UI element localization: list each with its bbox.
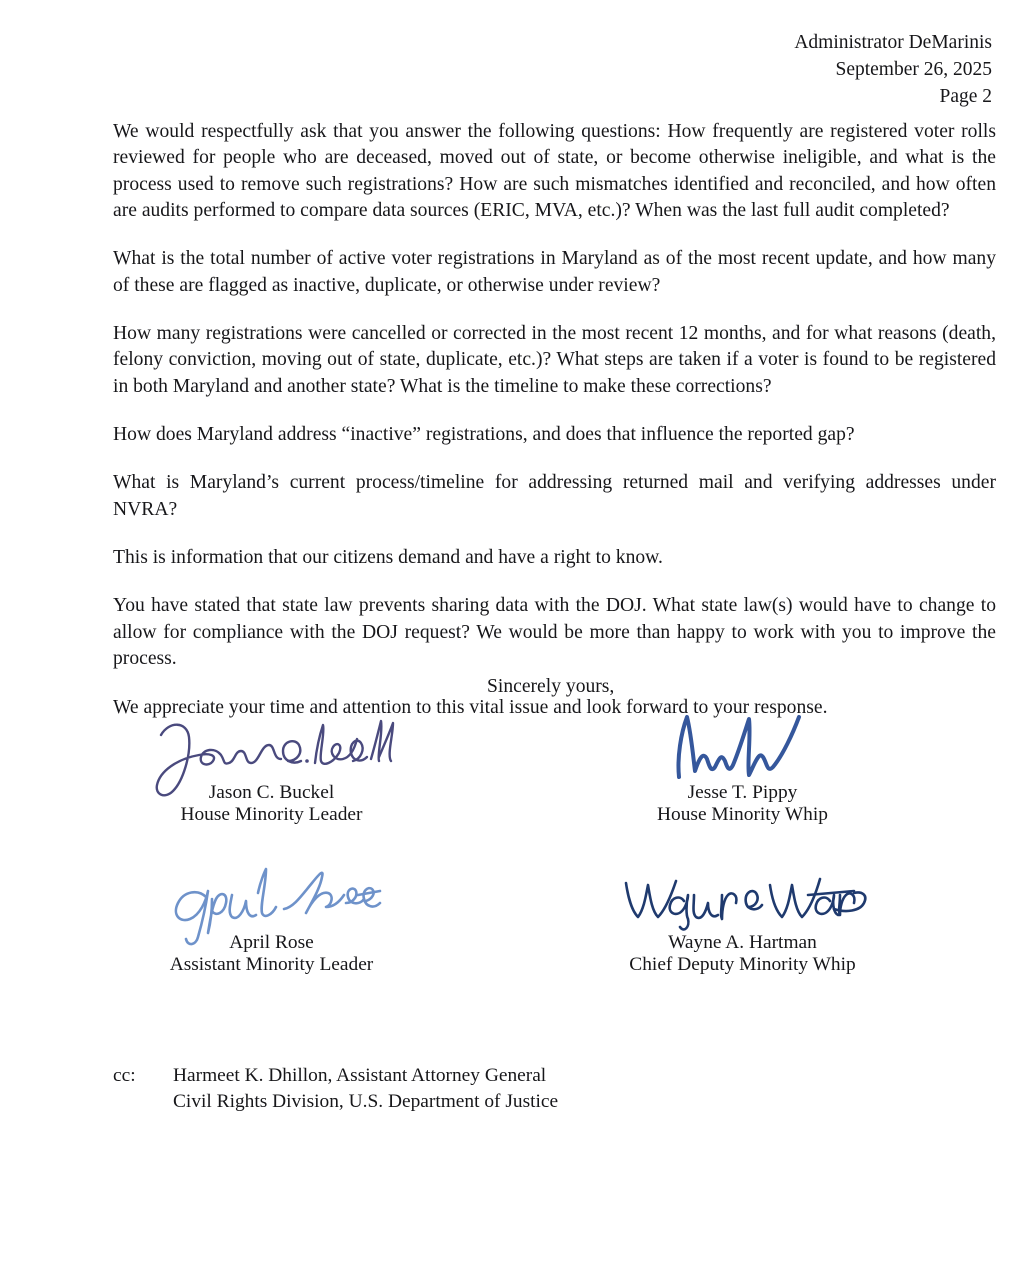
signature-ink-buckel	[36, 712, 507, 790]
signature-names-rose	[36, 932, 507, 975]
signature-name: Jason C. Buckel	[208, 782, 335, 803]
signature-grid	[36, 712, 978, 992]
signature-ink-rose	[36, 862, 507, 940]
cc-recipient-list	[173, 1063, 558, 1115]
header-recipient: Administrator DeMarinis	[794, 32, 992, 53]
signature-names-hartman	[507, 932, 978, 975]
page-header	[794, 30, 992, 111]
signature-name: April Rose	[229, 932, 314, 953]
body-paragraph: How many registrations were cancelled or corrected in the most recent 12 months, and for what reasons (death, felony conviction, moving out of state, duplicate, etc.)? What steps are taken if a voter is found to be registered in both Maryland and another state? What is the timeline to make these corrections?	[113, 323, 996, 397]
body-paragraph: What is the total number of active voter registrations in Maryland as of the most recent update, and how many of these are flagged as inactive, duplicate, or otherwise under review?	[113, 248, 996, 296]
body-paragraph: How does Maryland address “inactive” registrations, and does that influence the reported gap?	[113, 424, 855, 446]
header-date: September 26, 2025	[835, 58, 992, 80]
signature-name: Jesse T. Pippy	[687, 782, 798, 803]
cc-block	[113, 1063, 558, 1115]
signature-title: House Minority Leader	[180, 803, 363, 825]
signature-name: Wayne A. Hartman	[668, 932, 817, 953]
signature-names-buckel	[36, 782, 507, 825]
signature-ink-pippy	[507, 712, 978, 790]
header-page-number: Page 2	[939, 85, 992, 107]
closing-salutation: Sincerely yours,	[487, 676, 615, 697]
cc-recipient-line: Civil Rights Division, U.S. Department of Justice	[173, 1090, 559, 1112]
cc-label: cc:	[113, 1065, 136, 1086]
letter-body	[113, 119, 996, 721]
cc-recipient-line: Harmeet K. Dhillon, Assistant Attorney General	[173, 1065, 547, 1086]
signature-title: House Minority Whip	[657, 803, 828, 825]
signature-title: Chief Deputy Minority Whip	[629, 953, 856, 975]
body-paragraph: We would respectfully ask that you answer the following questions: How frequently are registered voter rolls reviewed for people who are deceased, moved out of state, or become otherwise ineligible, and what is the process used to remove such registrations? How are such mismatches identified and reconciled, and how often are audits performed to compare data sources (ERIC, MVA, etc.)? When was the last full audit completed?	[113, 121, 996, 222]
signature-block-buckel	[36, 712, 507, 842]
signature-ink-hartman	[507, 862, 978, 940]
signature-names-pippy	[507, 782, 978, 825]
signature-title: Assistant Minority Leader	[169, 953, 374, 975]
body-paragraph: We appreciate your time and attention to this vital issue and look forward to your response.	[113, 696, 828, 718]
signature-block-hartman	[507, 862, 978, 992]
body-paragraph: You have stated that state law prevents sharing data with the DOJ. What state law(s) would have to change to allow for compliance with the DOJ request? We would be more than happy to work with you to improve the process.	[113, 595, 996, 670]
signature-block-rose	[36, 862, 507, 992]
body-paragraph: What is Maryland’s current process/timeline for addressing returned mail and verifying addresses under NVRA?	[113, 472, 996, 520]
signature-block-pippy	[507, 712, 978, 842]
body-paragraph: This is information that our citizens demand and have a right to know.	[113, 547, 663, 569]
